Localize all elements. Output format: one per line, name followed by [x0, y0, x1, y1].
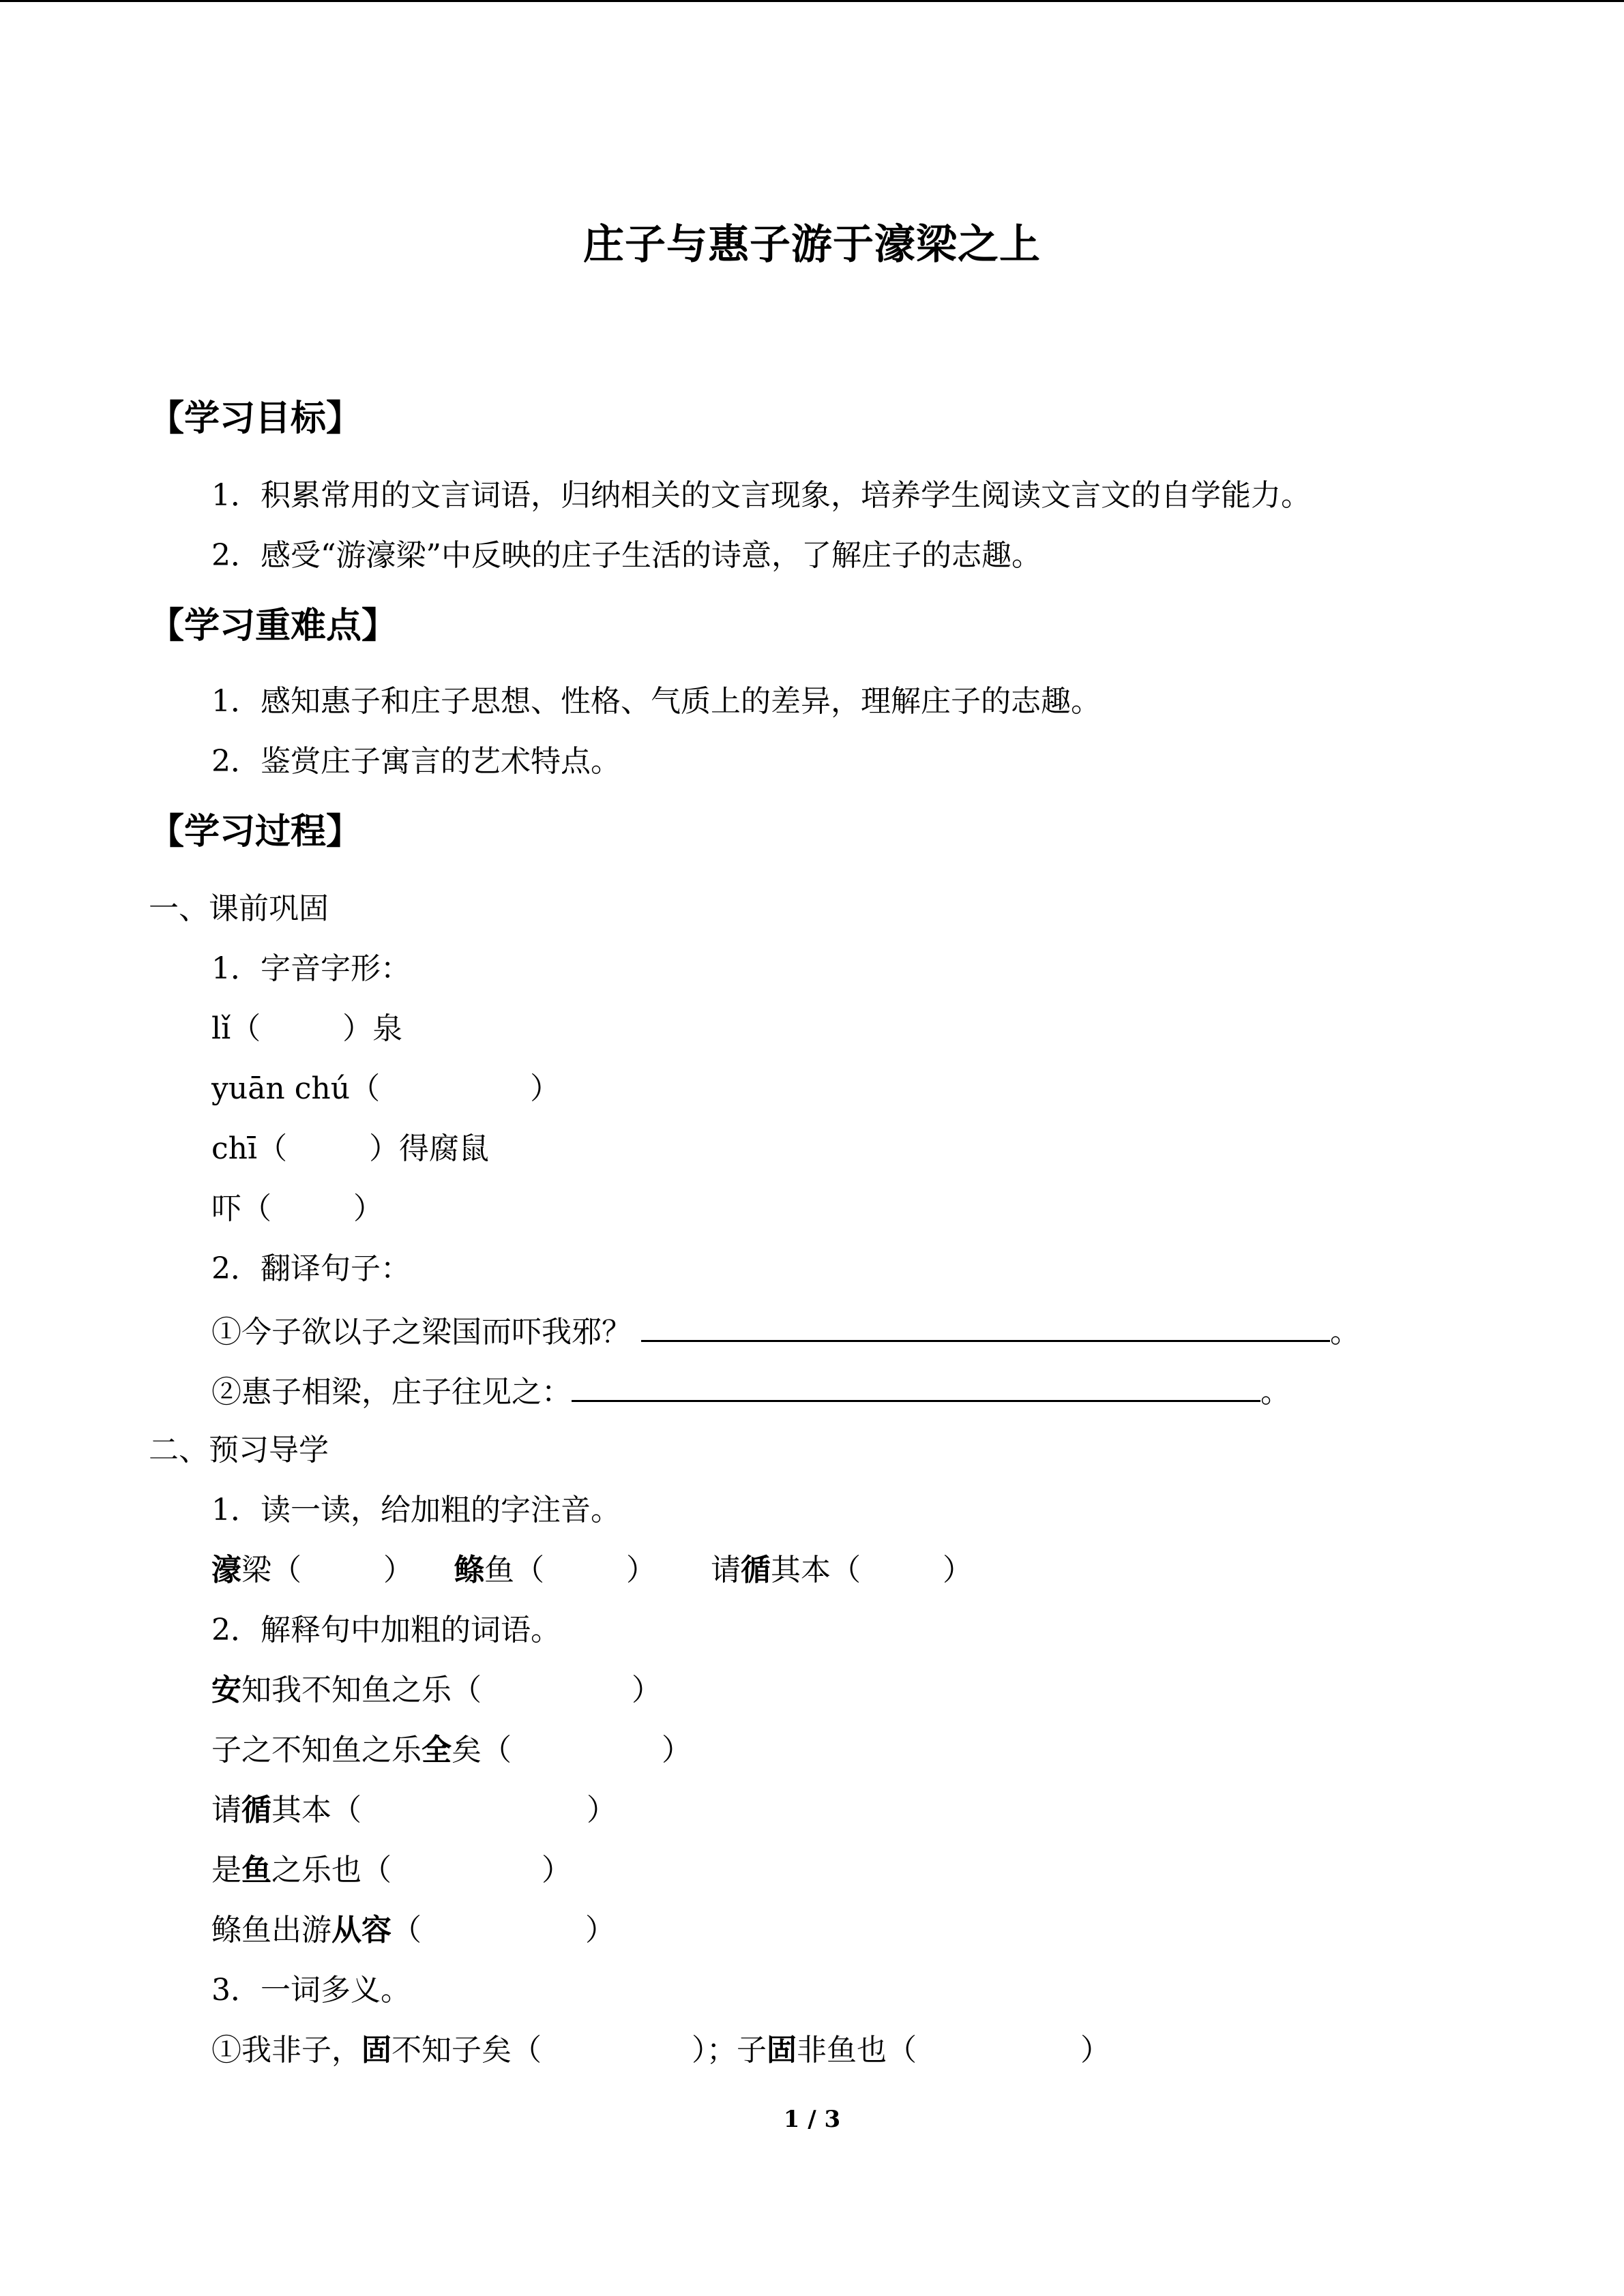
polysemy-item-1: [211, 2030, 1110, 2071]
explain-text: 请: [211, 1793, 241, 1828]
polysemy-text: ①我非子，: [211, 2033, 361, 2068]
polysemy-question-label: 3．一词多义。: [211, 1973, 411, 2008]
sentence-end: 。: [1330, 1315, 1360, 1350]
key-item-1: 1．感知惠子和庄子思想、性格、气质上的差异，理解庄子的志趣。: [211, 684, 1101, 719]
polysemy-text: ）: [1080, 2033, 1110, 2068]
phonetic-text: 请: [711, 1553, 741, 1587]
goal-item-2: 2．感受“游濠梁”中反映的庄子生活的诗意，了解庄子的志趣。: [211, 538, 1042, 573]
phonetic-row: [211, 1550, 973, 1591]
document-title: 庄子与惠子游于濠梁之上: [583, 221, 1041, 269]
pinyin-text: ）泉: [342, 1011, 403, 1046]
bold-char: 固: [361, 2033, 392, 2068]
bold-char: 固: [767, 2033, 797, 2068]
explain-text: 是: [211, 1853, 241, 1888]
explain-item-2: [211, 1730, 692, 1771]
bold-word: 全: [422, 1733, 452, 1768]
explain-question-label: 2．解释句中加粗的词语。: [211, 1613, 561, 1648]
pinyin-item-2: [211, 1069, 560, 1109]
explain-text: ）: [585, 1913, 615, 1948]
explain-item-4: [211, 1850, 572, 1891]
bold-word: 鱼: [241, 1853, 271, 1888]
explain-text: 鲦鱼出游: [211, 1913, 331, 1948]
bold-char: 鲦: [454, 1553, 484, 1587]
sentence-text: ②惠子相梁，庄子往见之：: [211, 1375, 572, 1410]
pinyin-text: 吓（: [211, 1191, 271, 1226]
polysemy-text: 不知子矣（: [392, 2033, 542, 2068]
translate-sentence-1: [211, 1310, 1360, 1353]
part2-heading: 二、预习导学: [149, 1433, 329, 1467]
explain-text: ）: [587, 1793, 617, 1828]
pinyin-item-3: [211, 1129, 489, 1169]
bold-word: 从容: [331, 1913, 392, 1948]
bold-word: 安: [211, 1673, 241, 1708]
explain-text: 之乐也（: [271, 1853, 392, 1888]
sentence-text: ①今子欲以子之梁国而吓我邪？: [211, 1315, 632, 1350]
explain-text: 知我不知鱼之乐（: [241, 1673, 482, 1708]
pinyin-text: yuān chú（: [211, 1071, 381, 1106]
pinyin-text: ）得腐鼠: [369, 1131, 490, 1166]
bold-char: 循: [741, 1553, 771, 1587]
part1-heading: 一、课前巩固: [149, 891, 329, 926]
explain-text: ）: [542, 1853, 572, 1888]
phonetic-text: 鱼（: [484, 1553, 544, 1587]
phonetic-question-label: 1．读一读，给加粗的字注音。: [211, 1493, 621, 1527]
explain-text: （: [392, 1913, 422, 1948]
explain-item-3: [211, 1790, 617, 1831]
pinyin-text: ）: [353, 1191, 383, 1226]
explain-item-5: [211, 1910, 615, 1951]
translate-sentence-2: [211, 1370, 1290, 1413]
key-points-heading: 【学习重难点】: [149, 606, 398, 646]
explain-text: ）: [662, 1733, 692, 1768]
explain-text: 子之不知鱼之乐: [211, 1733, 422, 1768]
phonetic-text: 梁（: [241, 1553, 301, 1587]
goal-item-1: 1．积累常用的文言词语，归纳相关的文言现象，培养学生阅读文言文的自学能力。: [211, 478, 1311, 513]
explain-text: 矣（: [452, 1733, 512, 1768]
pinyin-item-1: [211, 1009, 402, 1049]
bold-char: 濠: [211, 1553, 241, 1587]
pinyin-item-4: [211, 1189, 383, 1229]
pinyin-text: chī（: [211, 1131, 288, 1166]
pinyin-text: ）: [530, 1071, 561, 1106]
explain-text: ）: [632, 1673, 662, 1708]
answer-blank-line[interactable]: [572, 1370, 1260, 1402]
phonetic-text: ）: [626, 1553, 656, 1587]
page-number: 1 / 3: [783, 2106, 841, 2133]
explain-item-1: [211, 1670, 662, 1711]
pinyin-question-label: 1．字音字形：: [211, 951, 411, 986]
process-heading: 【学习过程】: [149, 811, 362, 852]
answer-blank-line[interactable]: [641, 1310, 1330, 1342]
key-item-2: 2．鉴赏庄子寓言的艺术特点。: [211, 744, 621, 779]
phonetic-text: ）: [943, 1553, 973, 1587]
phonetic-text: ）: [383, 1553, 413, 1587]
explain-text: 其本（: [271, 1793, 361, 1828]
goals-heading: 【学习目标】: [149, 398, 362, 439]
translate-question-label: 2．翻译句子：: [211, 1251, 411, 1286]
sentence-end: 。: [1260, 1375, 1290, 1410]
pinyin-text: lǐ（: [211, 1011, 261, 1046]
phonetic-text: 其本（: [771, 1553, 861, 1587]
polysemy-text: 子: [737, 2033, 767, 2068]
polysemy-text: ）；: [692, 2033, 737, 2068]
polysemy-text: 非鱼也（: [797, 2033, 917, 2068]
bold-word: 循: [241, 1793, 271, 1828]
